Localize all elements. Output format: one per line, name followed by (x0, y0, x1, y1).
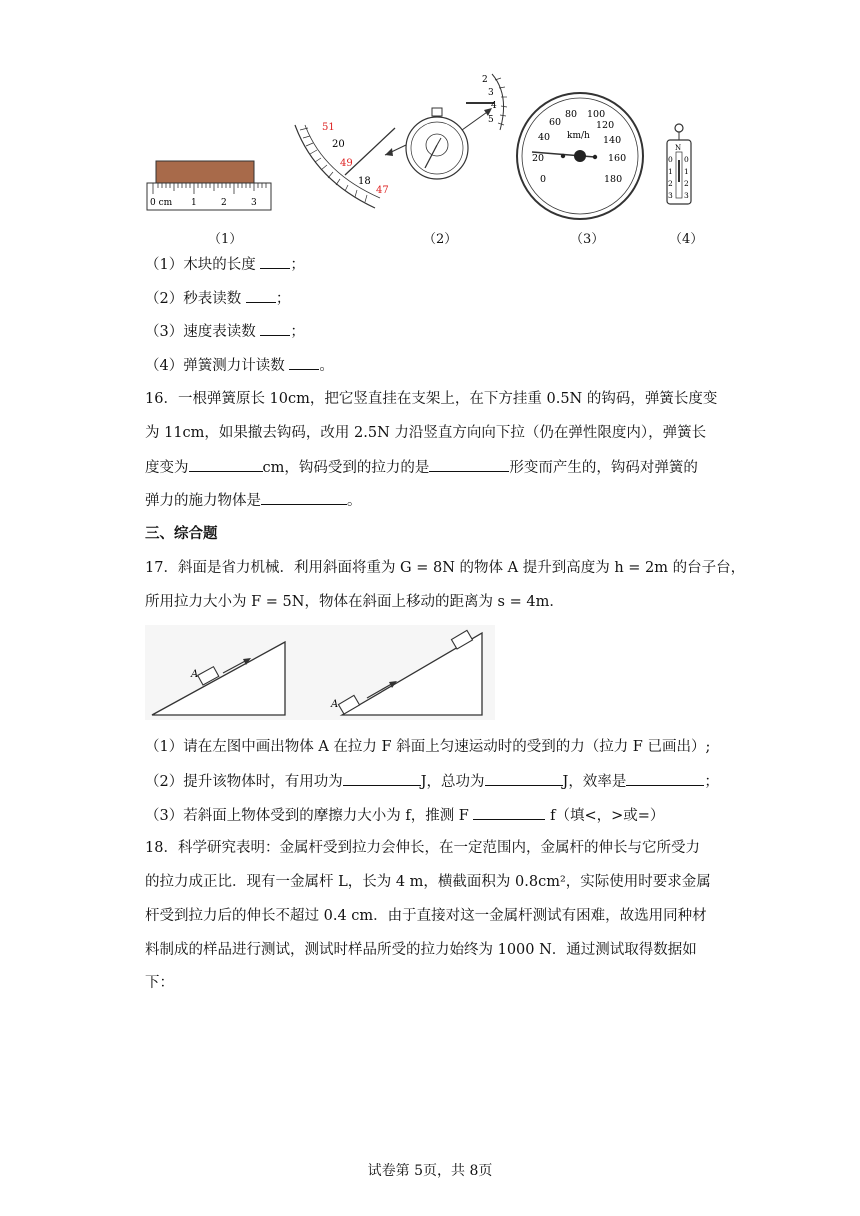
scale-tick: 1 (684, 167, 689, 176)
page-footer: 试卷第 5页，共 8页 (367, 1163, 493, 1179)
incline-figures (145, 625, 495, 720)
q17-text: （3）若斜面上物体受到的摩擦力大小为 f，推测 F (145, 808, 469, 824)
q17-line-2: 所用拉力大小为 F = 5N，物体在斜面上移动的距离为 s = 4m． (145, 594, 564, 610)
spring-scale-figure (667, 124, 691, 204)
punct: ； (290, 324, 305, 340)
speed-tick: 100 (587, 109, 606, 120)
q16-text: 。 (347, 493, 362, 509)
answer-blank[interactable] (626, 771, 704, 786)
speed-tick: 140 (603, 135, 622, 146)
q15-item-text: （4）弹簧测力计读数 (145, 358, 285, 374)
figure-caption: （3） (570, 232, 605, 247)
q17-sub-3 (145, 805, 664, 826)
answer-blank[interactable] (260, 254, 290, 269)
q18-line-1: 18．科学研究表明：金属杆受到拉力会伸长，在一定范围内，金属杆的伸长与它所受力 (145, 840, 700, 856)
q17-sub-1: （1）请在左图中画出物体 A 在拉力 F 斜面上匀速运动时的受到的力（拉力 F 已画出）; (145, 739, 711, 755)
section-heading: 三、综合题 (145, 525, 218, 542)
q16-text: 形变而产生的，钩码对弹簧的 (509, 460, 698, 476)
small-dial-label: 2 (482, 75, 488, 85)
stopwatch-dial-figure (295, 74, 507, 208)
speed-tick: 120 (596, 120, 615, 131)
answer-blank[interactable] (343, 771, 421, 786)
speed-tick: 180 (604, 174, 623, 185)
answer-blank[interactable] (473, 805, 545, 820)
q17-text: f（填<，>或=） (550, 808, 665, 824)
q16-text: cm，钩码受到的拉力的是 (262, 460, 430, 476)
answer-blank[interactable] (289, 355, 319, 370)
ruler-figure (147, 161, 271, 210)
scale-unit-label: N (675, 144, 682, 152)
q15-item-text: （2）秒表读数 (145, 291, 242, 307)
q17-text: ； (704, 774, 719, 790)
dial-label: 20 (332, 139, 345, 150)
q17-text: J，总功为 (420, 774, 485, 790)
punct: ； (290, 257, 305, 273)
q18-line-3: 杆受到拉力后的伸长不超过 0.4 cm．由于直接对这一金属杆测试有困难，故选用同种材 (145, 908, 707, 924)
q16-line-2: 为 11cm，如果撤去钩码，改用 2.5N 力沿竖直方向向下拉（仍在弹性限度内），弹簧长 (145, 425, 707, 441)
block-label: A (191, 669, 199, 680)
dial-label: 47 (376, 185, 389, 196)
figure-caption: （4） (669, 232, 704, 247)
q15-item-2 (145, 288, 290, 309)
q15-item-4 (145, 355, 334, 376)
answer-blank[interactable] (260, 321, 290, 336)
q17-sub-2 (145, 771, 719, 792)
small-dial-label: 4 (491, 101, 497, 111)
q17-line-1: 17．斜面是省力机械．利用斜面将重为 G = 8N 的物体 A 提升到高度为 h = 2m 的台子台， (145, 560, 746, 576)
small-dial-label: 3 (488, 88, 494, 98)
q15-item-3 (145, 321, 305, 342)
answer-blank[interactable] (261, 490, 347, 505)
scale-tick: 3 (668, 191, 673, 200)
answer-blank[interactable] (429, 457, 509, 472)
answer-blank[interactable] (246, 288, 276, 303)
speedometer-figure (517, 93, 643, 219)
q18-line-5: 下： (145, 975, 174, 991)
q16-text: 度变为 (145, 460, 189, 476)
q16-line-1: 16．一根弹簧原长 10cm，把它竖直挂在支架上，在下方挂重 0.5N 的钩码，弹簧长度变 (145, 391, 718, 407)
q17-text: （2）提升该物体时，有用功为 (145, 774, 343, 790)
scale-tick: 0 (668, 155, 673, 164)
ruler-tick-label: 2 (221, 198, 227, 208)
q15-item-text: （3）速度表读数 (145, 324, 256, 340)
scale-tick: 1 (668, 167, 673, 176)
scale-tick: 3 (684, 191, 689, 200)
figure-caption: （1） (208, 232, 243, 247)
q17-text: J，效率是 (562, 774, 627, 790)
q16-text: 弹力的施力物体是 (145, 493, 261, 509)
q16-line-4 (145, 490, 362, 511)
scale-tick: 2 (668, 179, 673, 188)
answer-blank[interactable] (485, 771, 563, 786)
speed-tick: 0 (540, 174, 547, 185)
q15-item-text: （1）木块的长度 (145, 257, 256, 273)
block-label: A (331, 699, 339, 710)
speed-tick: 160 (608, 153, 627, 164)
dial-label: 51 (322, 122, 335, 133)
figure-caption: （2） (423, 232, 458, 247)
speed-tick: 80 (565, 109, 578, 120)
q18-line-4: 料制成的样品进行测试，测试时样品所受的拉力始终为 1000 N．通过测试取得数据如 (145, 942, 697, 958)
speed-tick: 40 (538, 132, 551, 143)
q15-item-1 (145, 254, 305, 275)
q18-line-2: 的拉力成正比．现有一金属杆 L，长为 4 m，横截面积为 0.8cm²，实际使用时要求金属 (145, 874, 711, 890)
dial-label: 49 (340, 158, 353, 169)
scale-tick: 0 (684, 155, 689, 164)
punct: 。 (319, 358, 334, 374)
scale-tick: 2 (684, 179, 689, 188)
small-dial-label: 5 (488, 115, 494, 125)
ruler-tick-label: 1 (191, 198, 197, 208)
q16-line-3 (145, 457, 698, 478)
measurement-figures (140, 70, 710, 220)
speed-tick: 20 (532, 153, 545, 164)
answer-blank[interactable] (189, 457, 263, 472)
speed-tick: 60 (549, 117, 562, 128)
punct: ； (275, 291, 291, 307)
ruler-tick-label: 3 (251, 198, 257, 208)
ruler-unit-label: 0 cm (150, 198, 173, 208)
speed-unit-label: km/h (567, 131, 590, 141)
dial-label: 18 (358, 176, 371, 187)
